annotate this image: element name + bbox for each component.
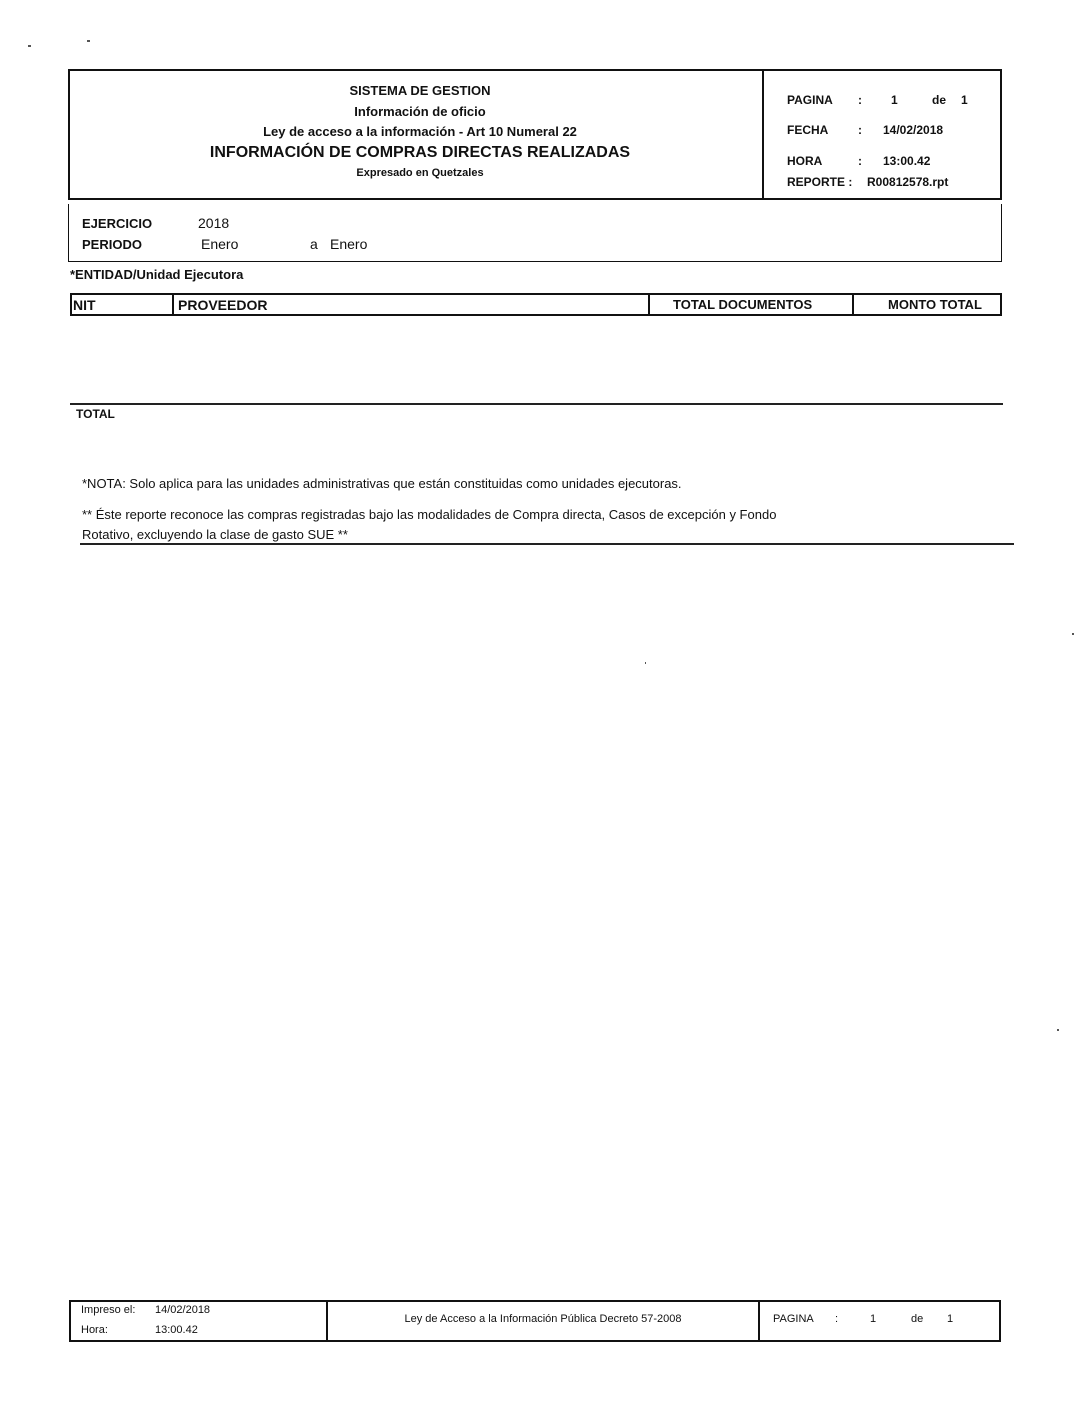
scan-speck — [645, 662, 646, 664]
footer-divider — [758, 1300, 760, 1342]
pagina-total: 1 — [961, 93, 968, 107]
note-2-line-2: Rotativo, excluyendo la clase de gasto SUE ** — [82, 527, 348, 542]
column-divider — [648, 293, 650, 316]
note-1: *NOTA: Solo aplica para las unidades administrativas que están constituidas como unidades ejecutoras. — [82, 476, 682, 491]
reporte-label: REPORTE : — [787, 175, 853, 189]
entity-label: *ENTIDAD/Unidad Ejecutora — [70, 267, 244, 282]
system-title: SISTEMA DE GESTION — [349, 83, 491, 98]
periodo-a-label: a — [310, 236, 318, 252]
currency-note: Expresado en Quetzales — [356, 167, 484, 179]
column-divider — [172, 293, 174, 316]
fecha-colon: : — [858, 123, 862, 137]
footer-pagina-label: PAGINA — [773, 1313, 814, 1325]
fecha-value: 14/02/2018 — [883, 123, 944, 137]
column-header-proveedor: PROVEEDOR — [178, 297, 268, 313]
reporte-value: R00812578.rpt — [867, 175, 949, 189]
total-label: TOTAL — [76, 407, 115, 421]
hora-value: 13:00.42 — [883, 154, 931, 168]
pagina-label: PAGINA — [787, 93, 833, 107]
column-divider — [852, 293, 854, 316]
scan-speck — [28, 45, 31, 47]
column-header-monto-total: MONTO TOTAL — [888, 297, 982, 312]
pagina-colon: : — [858, 93, 862, 107]
periodo-label: PERIODO — [82, 237, 142, 252]
pagina-value: 1 — [891, 93, 898, 107]
report-title: INFORMACIÓN DE COMPRAS DIRECTAS REALIZADAS — [209, 144, 631, 161]
footer-hora-label: Hora: — [81, 1324, 108, 1336]
footer-hora-value: 13:00.42 — [155, 1324, 198, 1336]
scan-speck — [1072, 633, 1074, 635]
footer-impreso-label: Impreso el: — [81, 1304, 136, 1316]
period-box — [68, 204, 1002, 262]
scan-speck — [87, 40, 90, 42]
column-header-total-documentos: TOTAL DOCUMENTOS — [673, 297, 813, 312]
notes-divider — [80, 543, 1014, 545]
ejercicio-label: EJERCICIO — [82, 216, 153, 231]
footer-pagina-value: 1 — [870, 1313, 877, 1325]
hora-colon: : — [858, 154, 862, 168]
footer-law: Ley de Acceso a la Información Pública Decreto 57-2008 — [404, 1313, 682, 1325]
de-label: de — [932, 93, 947, 107]
scan-speck — [1057, 1029, 1059, 1031]
header-subtitle: Información de oficio — [354, 104, 486, 119]
total-divider — [70, 403, 1003, 405]
law-reference: Ley de acceso a la información - Art 10 Numeral 22 — [263, 124, 577, 139]
footer-pagina-colon: : — [835, 1313, 839, 1325]
footer-de-label: de — [911, 1313, 924, 1325]
periodo-from: Enero — [201, 236, 239, 252]
fecha-label: FECHA — [787, 123, 829, 137]
footer-impreso-value: 14/02/2018 — [155, 1304, 211, 1316]
hora-label: HORA — [787, 154, 823, 168]
column-header-nit: NIT — [73, 297, 96, 313]
periodo-to: Enero — [330, 236, 368, 252]
footer-pagina-total: 1 — [947, 1313, 954, 1325]
ejercicio-value: 2018 — [198, 215, 230, 231]
note-2-line-1: ** Éste reporte reconoce las compras registradas bajo las modalidades de Compra directa, Casos de excepción y Fondo — [82, 507, 777, 522]
